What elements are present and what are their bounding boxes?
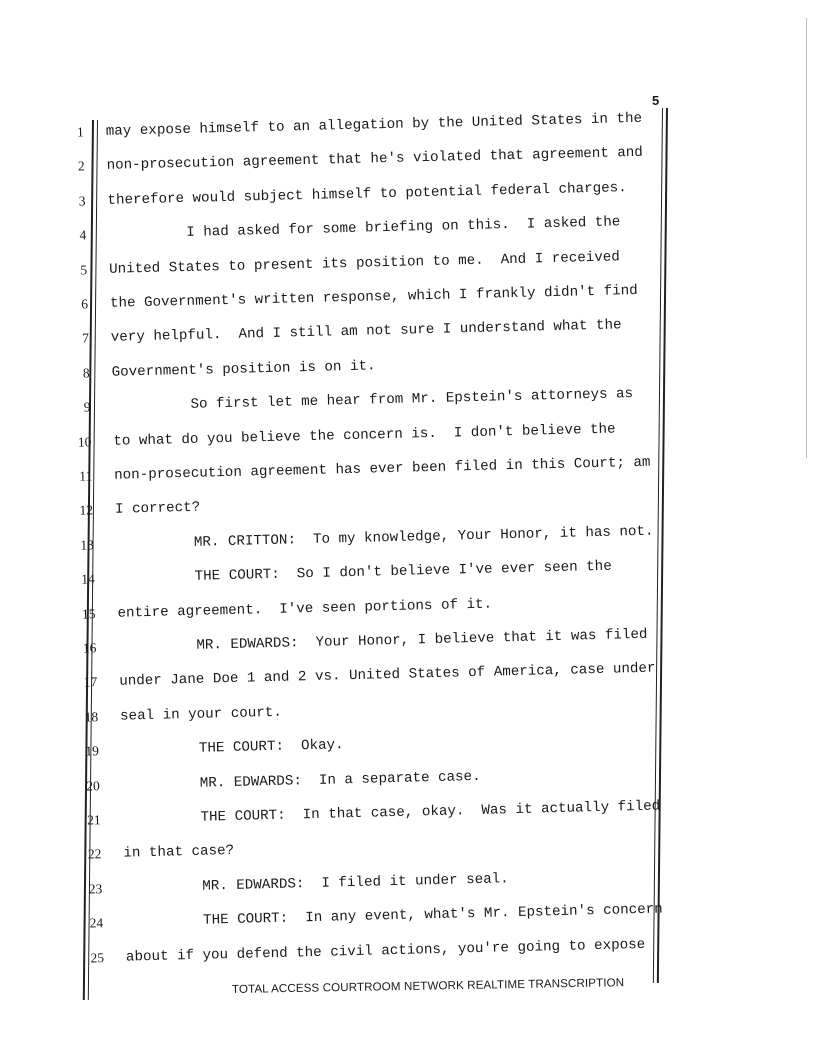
line-text: United States to present its position to me. And I received xyxy=(109,247,620,279)
line-text: therefore would subject himself to potential federal charges. xyxy=(107,178,627,211)
line-text: Government's position is on it. xyxy=(111,356,375,382)
line-number: 20 xyxy=(80,776,100,796)
line-number: 18 xyxy=(78,707,98,727)
line-text: MR. EDWARDS: In a separate case. xyxy=(200,766,481,793)
line-text: THE COURT: In any event, what's Mr. Epstein's concern xyxy=(203,900,663,931)
line-number: 12 xyxy=(73,501,93,521)
line-text: I correct? xyxy=(115,498,201,520)
footer-text: TOTAL ACCESS COURTROOM NETWORK REALTIME TRANSCRIPTION xyxy=(232,976,624,996)
line-number: 14 xyxy=(74,569,94,589)
line-number: 24 xyxy=(83,913,103,933)
line-text: MR. CRITTON: To my knowledge, Your Honor, it has not. xyxy=(194,521,654,552)
line-number: 3 xyxy=(65,191,85,211)
line-text: MR. EDWARDS: Your Honor, I believe that it was filed xyxy=(196,625,648,656)
line-text: the Government's written response, which I frankly didn't find xyxy=(110,281,638,314)
line-text: about if you defend the civil actions, you're going to expose xyxy=(126,935,646,968)
line-text: may expose himself to an allegation by the United States in the xyxy=(106,109,643,142)
line-number: 5 xyxy=(67,260,87,280)
line-text: non-prosecution agreement that he's violated that agreement and xyxy=(106,143,643,176)
line-text: THE COURT: So I don't believe I've ever seen the xyxy=(194,557,612,587)
line-number: 17 xyxy=(77,673,97,693)
line-number: 25 xyxy=(84,948,104,968)
line-text: THE COURT: In that case, okay. Was it actually filed xyxy=(200,797,660,828)
line-text: to what do you believe the concern is. I don't believe the xyxy=(113,419,616,451)
page-number: 5 xyxy=(652,93,659,108)
line-number: 21 xyxy=(80,810,100,830)
line-text: I had asked for some briefing on this. I asked the xyxy=(186,213,621,244)
line-text: MR. EDWARDS: I filed it under seal. xyxy=(202,869,509,896)
line-text: entire agreement. I've seen portions of it. xyxy=(117,594,492,623)
line-number: 13 xyxy=(74,535,94,555)
line-number: 22 xyxy=(81,845,101,865)
line-text: THE COURT: Okay. xyxy=(199,735,344,759)
line-text: So first let me hear from Mr. Epstein's attorneys as xyxy=(190,384,633,415)
line-number: 7 xyxy=(69,329,89,349)
line-number: 2 xyxy=(64,157,84,177)
line-number: 19 xyxy=(79,741,99,761)
line-text: in that case? xyxy=(123,841,234,864)
line-number: 11 xyxy=(72,466,92,486)
line-number: 1 xyxy=(64,122,84,142)
line-number: 6 xyxy=(68,294,88,314)
line-number: 15 xyxy=(75,604,95,624)
line-number: 4 xyxy=(66,226,86,246)
line-number: 10 xyxy=(71,432,91,452)
line-number: 23 xyxy=(82,879,102,899)
line-text: seal in your court. xyxy=(120,703,282,727)
line-number: 9 xyxy=(70,398,90,418)
line-number: 8 xyxy=(69,363,89,383)
line-text: non-prosecution agreement has ever been filed in this Court; am xyxy=(114,453,651,486)
line-number: 16 xyxy=(76,638,96,658)
line-text: under Jane Doe 1 and 2 vs. United States of America, case under xyxy=(119,659,656,692)
line-text: very helpful. And I still am not sure I understand what the xyxy=(111,316,622,348)
